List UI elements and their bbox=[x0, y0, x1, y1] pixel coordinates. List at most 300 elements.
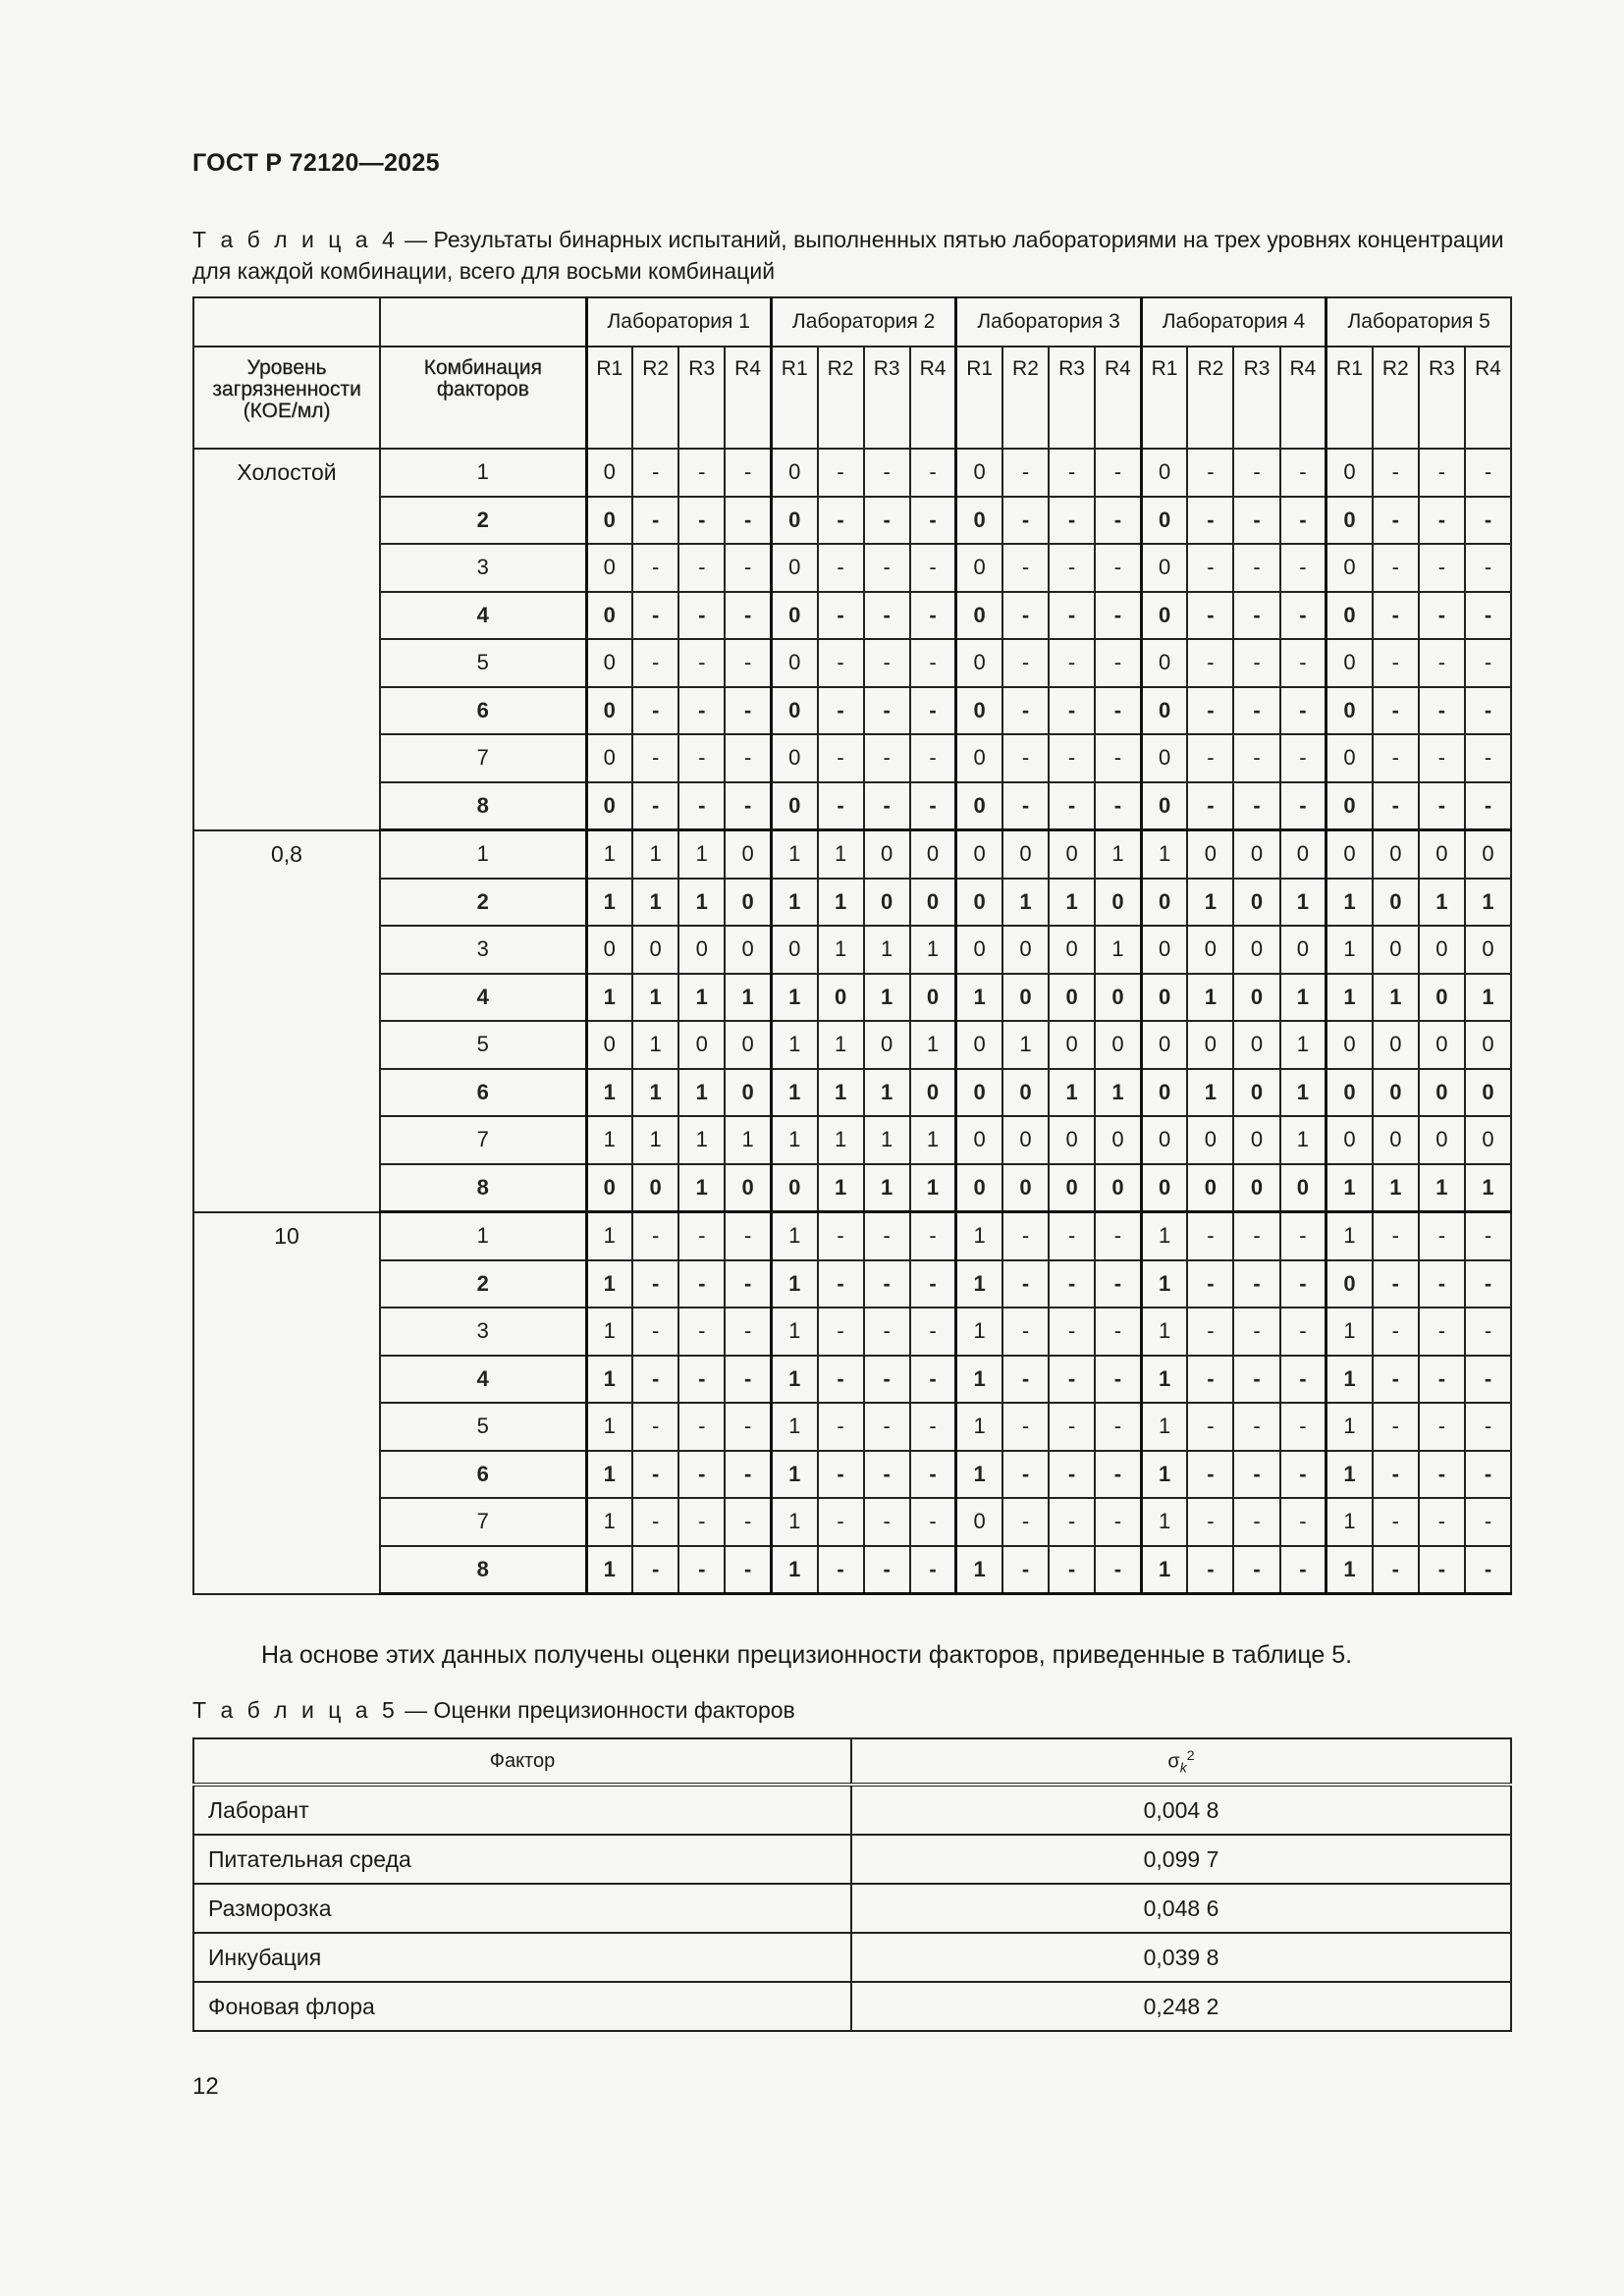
result-cell: - bbox=[632, 1546, 678, 1594]
result-cell: - bbox=[864, 687, 910, 735]
result-cell: - bbox=[818, 639, 864, 687]
result-cell: 1 bbox=[956, 1356, 1002, 1404]
result-cell: 0 bbox=[1141, 1021, 1187, 1069]
result-cell: 1 bbox=[1095, 926, 1141, 974]
result-cell: 1 bbox=[1419, 879, 1465, 927]
result-cell: 1 bbox=[586, 1356, 632, 1404]
result-cell: 1 bbox=[771, 1356, 817, 1404]
result-cell: 1 bbox=[1049, 879, 1095, 927]
result-cell: - bbox=[678, 497, 725, 545]
result-cell: 0 bbox=[1002, 974, 1049, 1022]
result-cell: 0 bbox=[864, 830, 910, 879]
result-cell: 0 bbox=[678, 1021, 725, 1069]
result-cell: 0 bbox=[1141, 1069, 1187, 1117]
replicate-header: R4 bbox=[1465, 347, 1511, 449]
result-cell: 1 bbox=[678, 879, 725, 927]
result-cell: 1 bbox=[818, 926, 864, 974]
result-cell: 1 bbox=[586, 1069, 632, 1117]
result-cell: - bbox=[864, 1212, 910, 1260]
result-cell: 0 bbox=[956, 1069, 1002, 1117]
lab-header: Лаборатория 2 bbox=[771, 297, 955, 347]
replicate-header: R4 bbox=[910, 347, 956, 449]
result-cell: 0 bbox=[1049, 926, 1095, 974]
result-cell: 0 bbox=[586, 544, 632, 592]
result-cell: 1 bbox=[771, 830, 817, 879]
factor-name-cell: Лаборант bbox=[193, 1785, 851, 1835]
result-cell: - bbox=[1002, 1212, 1049, 1260]
result-cell: - bbox=[632, 1451, 678, 1499]
result-cell: - bbox=[1049, 734, 1095, 782]
result-cell: - bbox=[818, 734, 864, 782]
combination-cell: 2 bbox=[380, 497, 586, 545]
result-cell: 0 bbox=[725, 1021, 771, 1069]
factor-value-cell: 0,248 2 bbox=[851, 1982, 1511, 2031]
result-cell: 1 bbox=[1419, 1164, 1465, 1212]
table-row bbox=[193, 1164, 1511, 1212]
result-cell: - bbox=[910, 1260, 956, 1308]
result-cell: - bbox=[1095, 1403, 1141, 1451]
result-cell: - bbox=[725, 1403, 771, 1451]
result-cell: - bbox=[678, 1260, 725, 1308]
result-cell: - bbox=[1187, 782, 1233, 830]
result-cell: - bbox=[725, 592, 771, 640]
result-cell: 0 bbox=[1187, 830, 1233, 879]
result-cell: 0 bbox=[1049, 830, 1095, 879]
table-row bbox=[193, 1546, 1511, 1594]
result-cell: - bbox=[1280, 449, 1326, 497]
result-cell: 0 bbox=[1049, 1116, 1095, 1164]
combination-cell: 5 bbox=[380, 1403, 586, 1451]
result-cell: 1 bbox=[771, 1546, 817, 1594]
result-cell: - bbox=[1419, 449, 1465, 497]
table-row bbox=[193, 1116, 1511, 1164]
result-cell: 0 bbox=[771, 592, 817, 640]
result-cell: - bbox=[1465, 592, 1511, 640]
result-cell: 0 bbox=[1326, 1116, 1373, 1164]
result-cell: - bbox=[864, 1546, 910, 1594]
result-cell: - bbox=[1465, 449, 1511, 497]
result-cell: 0 bbox=[1233, 1069, 1279, 1117]
result-cell: - bbox=[725, 449, 771, 497]
result-cell: - bbox=[1187, 734, 1233, 782]
result-cell: - bbox=[1002, 1260, 1049, 1308]
result-cell: - bbox=[1465, 497, 1511, 545]
table-row bbox=[193, 592, 1511, 640]
replicate-header: R1 bbox=[1141, 347, 1187, 449]
result-cell: 0 bbox=[725, 1069, 771, 1117]
body-paragraph: На основе этих данных получены оценки прецизионности факторов, приведенные в таблице 5. bbox=[261, 1641, 1353, 1669]
result-cell: 1 bbox=[771, 1498, 817, 1546]
combination-cell: 8 bbox=[380, 1546, 586, 1594]
result-cell: 1 bbox=[864, 926, 910, 974]
result-cell: 0 bbox=[632, 1164, 678, 1212]
result-cell: - bbox=[1280, 592, 1326, 640]
result-cell: 1 bbox=[771, 1260, 817, 1308]
result-cell: - bbox=[910, 544, 956, 592]
result-cell: 1 bbox=[632, 974, 678, 1022]
result-cell: 1 bbox=[1280, 974, 1326, 1022]
result-cell: 1 bbox=[586, 1451, 632, 1499]
result-cell: 0 bbox=[586, 592, 632, 640]
combination-cell: 8 bbox=[380, 1164, 586, 1212]
result-cell: - bbox=[678, 639, 725, 687]
result-cell: - bbox=[910, 1546, 956, 1594]
result-cell: 1 bbox=[956, 1260, 1002, 1308]
result-cell: 0 bbox=[771, 926, 817, 974]
result-cell: - bbox=[1002, 497, 1049, 545]
result-cell: 0 bbox=[1141, 782, 1187, 830]
table5-caption-prefix: Т а б л и ц а 5 bbox=[192, 1697, 399, 1723]
table4-caption bbox=[192, 224, 1508, 287]
result-cell: 1 bbox=[725, 974, 771, 1022]
result-cell: - bbox=[1095, 1212, 1141, 1260]
result-cell: - bbox=[678, 1403, 725, 1451]
result-cell: - bbox=[1002, 734, 1049, 782]
result-cell: - bbox=[1049, 544, 1095, 592]
result-cell: - bbox=[910, 1308, 956, 1356]
result-cell: 0 bbox=[1326, 734, 1373, 782]
table-row bbox=[193, 1835, 1511, 1884]
result-cell: - bbox=[1095, 734, 1141, 782]
result-cell: - bbox=[1280, 1546, 1326, 1594]
result-cell: - bbox=[1002, 592, 1049, 640]
result-cell: 0 bbox=[956, 734, 1002, 782]
result-cell: 0 bbox=[956, 592, 1002, 640]
result-cell: - bbox=[818, 592, 864, 640]
result-cell: 1 bbox=[1187, 1069, 1233, 1117]
result-cell: - bbox=[632, 497, 678, 545]
result-cell: - bbox=[678, 782, 725, 830]
table-row bbox=[193, 734, 1511, 782]
combination-cell: 6 bbox=[380, 687, 586, 735]
result-cell: - bbox=[632, 782, 678, 830]
result-cell: - bbox=[1419, 1546, 1465, 1594]
result-cell: - bbox=[1049, 1451, 1095, 1499]
result-cell: - bbox=[864, 1451, 910, 1499]
result-cell: - bbox=[1049, 592, 1095, 640]
result-cell: - bbox=[725, 1308, 771, 1356]
result-cell: 0 bbox=[956, 639, 1002, 687]
result-cell: - bbox=[678, 1212, 725, 1260]
result-cell: - bbox=[1465, 1212, 1511, 1260]
result-cell: 1 bbox=[1326, 1356, 1373, 1404]
result-cell: 0 bbox=[1373, 1116, 1419, 1164]
result-cell: - bbox=[1373, 782, 1419, 830]
result-cell: - bbox=[818, 1308, 864, 1356]
result-cell: 1 bbox=[632, 1116, 678, 1164]
result-cell: 0 bbox=[725, 879, 771, 927]
result-cell: - bbox=[818, 449, 864, 497]
result-cell: - bbox=[1187, 592, 1233, 640]
lab-header: Лаборатория 1 bbox=[586, 297, 771, 347]
result-cell: - bbox=[1419, 497, 1465, 545]
result-cell: 0 bbox=[1049, 974, 1095, 1022]
replicate-header: R2 bbox=[1187, 347, 1233, 449]
replicate-header: R3 bbox=[864, 347, 910, 449]
result-cell: 1 bbox=[771, 1451, 817, 1499]
result-cell: - bbox=[818, 1356, 864, 1404]
result-cell: 0 bbox=[1141, 544, 1187, 592]
result-cell: 0 bbox=[1233, 830, 1279, 879]
table-row bbox=[193, 1403, 1511, 1451]
result-cell: - bbox=[1187, 1498, 1233, 1546]
result-cell: - bbox=[632, 1212, 678, 1260]
result-cell: - bbox=[910, 1403, 956, 1451]
result-cell: - bbox=[1095, 1451, 1141, 1499]
result-cell: 0 bbox=[1373, 1021, 1419, 1069]
result-cell: 0 bbox=[678, 926, 725, 974]
table-row bbox=[193, 782, 1511, 830]
replicate-header: R2 bbox=[1373, 347, 1419, 449]
result-cell: - bbox=[1233, 782, 1279, 830]
result-cell: 0 bbox=[956, 1021, 1002, 1069]
replicate-header: R4 bbox=[725, 347, 771, 449]
result-cell: 1 bbox=[1141, 1356, 1187, 1404]
result-cell: - bbox=[632, 544, 678, 592]
result-cell: - bbox=[818, 1212, 864, 1260]
result-cell: - bbox=[1233, 1546, 1279, 1594]
result-cell: - bbox=[818, 544, 864, 592]
result-cell: - bbox=[818, 497, 864, 545]
result-cell: 1 bbox=[910, 926, 956, 974]
result-cell: - bbox=[678, 1546, 725, 1594]
result-cell: - bbox=[1419, 544, 1465, 592]
result-cell: - bbox=[1465, 1498, 1511, 1546]
result-cell: 1 bbox=[864, 1164, 910, 1212]
result-cell: 1 bbox=[1002, 879, 1049, 927]
combination-cell: 3 bbox=[380, 544, 586, 592]
result-cell: - bbox=[632, 449, 678, 497]
corner-cell bbox=[380, 297, 586, 347]
result-cell: 1 bbox=[586, 879, 632, 927]
result-cell: - bbox=[910, 1451, 956, 1499]
result-cell: - bbox=[864, 449, 910, 497]
result-cell: - bbox=[864, 592, 910, 640]
result-cell: 0 bbox=[1233, 1021, 1279, 1069]
result-cell: 1 bbox=[1141, 1260, 1187, 1308]
result-cell: 1 bbox=[910, 1116, 956, 1164]
result-cell: 0 bbox=[1002, 1069, 1049, 1117]
result-cell: 0 bbox=[1141, 639, 1187, 687]
result-cell: 0 bbox=[771, 497, 817, 545]
result-cell: 1 bbox=[864, 1069, 910, 1117]
result-cell: 0 bbox=[956, 544, 1002, 592]
replicate-header: R2 bbox=[1002, 347, 1049, 449]
result-cell: 0 bbox=[586, 734, 632, 782]
result-cell: - bbox=[910, 592, 956, 640]
result-cell: - bbox=[864, 497, 910, 545]
result-cell: 0 bbox=[1141, 734, 1187, 782]
result-cell: - bbox=[725, 544, 771, 592]
result-cell: 0 bbox=[956, 1164, 1002, 1212]
result-cell: - bbox=[1187, 1260, 1233, 1308]
replicate-header: R3 bbox=[1233, 347, 1279, 449]
table-row bbox=[193, 497, 1511, 545]
result-cell: - bbox=[725, 1212, 771, 1260]
factor-name-cell: Разморозка bbox=[193, 1884, 851, 1933]
result-cell: 0 bbox=[586, 639, 632, 687]
result-cell: 0 bbox=[1233, 974, 1279, 1022]
table-row bbox=[193, 1933, 1511, 1982]
result-cell: - bbox=[1419, 1403, 1465, 1451]
result-cell: 1 bbox=[1095, 830, 1141, 879]
replicate-header-row bbox=[193, 347, 1511, 449]
combination-cell: 6 bbox=[380, 1069, 586, 1117]
result-cell: 0 bbox=[1280, 926, 1326, 974]
result-cell: 0 bbox=[1002, 926, 1049, 974]
result-cell: - bbox=[818, 1498, 864, 1546]
result-cell: 1 bbox=[678, 1164, 725, 1212]
result-cell: - bbox=[1373, 1260, 1419, 1308]
table-row bbox=[193, 830, 1511, 879]
result-cell: - bbox=[1187, 497, 1233, 545]
result-cell: 1 bbox=[1373, 974, 1419, 1022]
result-cell: - bbox=[1002, 449, 1049, 497]
result-cell: 1 bbox=[771, 1021, 817, 1069]
result-cell: 1 bbox=[1141, 1451, 1187, 1499]
result-cell: - bbox=[1187, 449, 1233, 497]
table-row bbox=[193, 544, 1511, 592]
result-cell: 0 bbox=[1187, 1021, 1233, 1069]
result-cell: - bbox=[1419, 1451, 1465, 1499]
result-cell: 1 bbox=[1326, 926, 1373, 974]
result-cell: - bbox=[632, 734, 678, 782]
result-cell: 1 bbox=[818, 1069, 864, 1117]
result-cell: 0 bbox=[1095, 974, 1141, 1022]
table-row bbox=[193, 449, 1511, 497]
result-cell: - bbox=[1465, 734, 1511, 782]
result-cell: - bbox=[1095, 687, 1141, 735]
result-cell: - bbox=[1373, 639, 1419, 687]
result-cell: 1 bbox=[586, 1546, 632, 1594]
result-cell: 1 bbox=[1280, 1021, 1326, 1069]
contamination-level-cell: Холостой bbox=[193, 449, 380, 830]
result-cell: 1 bbox=[1465, 1164, 1511, 1212]
result-cell: 1 bbox=[1095, 1069, 1141, 1117]
result-cell: 1 bbox=[1141, 1546, 1187, 1594]
result-cell: 0 bbox=[1187, 1116, 1233, 1164]
result-cell: 1 bbox=[678, 830, 725, 879]
result-cell: - bbox=[910, 1212, 956, 1260]
result-cell: 0 bbox=[818, 974, 864, 1022]
result-cell: 0 bbox=[1373, 879, 1419, 927]
result-cell: 0 bbox=[1095, 1021, 1141, 1069]
result-cell: - bbox=[1095, 592, 1141, 640]
result-cell: - bbox=[1002, 1498, 1049, 1546]
result-cell: - bbox=[1465, 1546, 1511, 1594]
result-cell: 1 bbox=[632, 830, 678, 879]
result-cell: 1 bbox=[956, 1546, 1002, 1594]
result-cell: 1 bbox=[678, 974, 725, 1022]
result-cell: - bbox=[1233, 449, 1279, 497]
result-cell: 0 bbox=[956, 687, 1002, 735]
document-id: ГОСТ Р 72120—2025 bbox=[192, 149, 440, 177]
result-cell: - bbox=[1187, 1308, 1233, 1356]
table4-caption-text: — Результаты бинарных испытаний, выполненных пятью лабораториями на трех уровнях концентрации для каждой комбинации, всего для восьми комбинаций bbox=[192, 227, 1504, 284]
precision-estimates-table bbox=[192, 1737, 1512, 2032]
result-cell: - bbox=[1373, 734, 1419, 782]
result-cell: - bbox=[1373, 497, 1419, 545]
result-cell: - bbox=[864, 782, 910, 830]
table-row bbox=[193, 1069, 1511, 1117]
result-cell: - bbox=[1373, 687, 1419, 735]
result-cell: 0 bbox=[1002, 830, 1049, 879]
result-cell: - bbox=[1049, 1498, 1095, 1546]
result-cell: - bbox=[818, 1403, 864, 1451]
result-cell: - bbox=[1465, 1451, 1511, 1499]
sigma-subscript: k bbox=[1179, 1759, 1187, 1776]
result-cell: 0 bbox=[1465, 926, 1511, 974]
result-cell: - bbox=[1419, 1356, 1465, 1404]
result-cell: - bbox=[1233, 592, 1279, 640]
result-cell: 0 bbox=[956, 497, 1002, 545]
combination-cell: 3 bbox=[380, 926, 586, 974]
result-cell: - bbox=[1049, 782, 1095, 830]
result-cell: 0 bbox=[725, 1164, 771, 1212]
table-row bbox=[193, 1021, 1511, 1069]
result-cell: - bbox=[725, 1356, 771, 1404]
result-cell: - bbox=[1419, 592, 1465, 640]
replicate-header: R1 bbox=[586, 347, 632, 449]
result-cell: 0 bbox=[725, 926, 771, 974]
result-cell: - bbox=[1049, 1212, 1095, 1260]
result-cell: 1 bbox=[632, 1069, 678, 1117]
result-cell: - bbox=[1465, 639, 1511, 687]
result-cell: 0 bbox=[1373, 1069, 1419, 1117]
sigma-symbol: σ bbox=[1167, 1750, 1180, 1773]
lab-header-row bbox=[193, 297, 1511, 347]
combination-cell: 6 bbox=[380, 1451, 586, 1499]
result-cell: 1 bbox=[1326, 1403, 1373, 1451]
factor-name-cell: Инкубация bbox=[193, 1933, 851, 1982]
result-cell: - bbox=[1465, 1260, 1511, 1308]
result-cell: 1 bbox=[1465, 974, 1511, 1022]
result-cell: - bbox=[1465, 1308, 1511, 1356]
result-cell: 1 bbox=[1326, 1498, 1373, 1546]
result-cell: 0 bbox=[956, 926, 1002, 974]
result-cell: - bbox=[1373, 1498, 1419, 1546]
result-cell: - bbox=[910, 639, 956, 687]
result-cell: - bbox=[1233, 687, 1279, 735]
result-cell: 0 bbox=[956, 879, 1002, 927]
result-cell: - bbox=[1002, 687, 1049, 735]
result-cell: - bbox=[632, 1308, 678, 1356]
combination-cell: 5 bbox=[380, 639, 586, 687]
result-cell: - bbox=[1233, 1308, 1279, 1356]
result-cell: 0 bbox=[725, 830, 771, 879]
result-cell: - bbox=[632, 1356, 678, 1404]
result-cell: 0 bbox=[632, 926, 678, 974]
result-cell: - bbox=[678, 1451, 725, 1499]
result-cell: 0 bbox=[1233, 1164, 1279, 1212]
result-cell: - bbox=[1280, 1356, 1326, 1404]
result-cell: - bbox=[1187, 1356, 1233, 1404]
result-cell: 0 bbox=[1141, 592, 1187, 640]
result-cell: 0 bbox=[1049, 1164, 1095, 1212]
result-cell: 0 bbox=[1049, 1021, 1095, 1069]
result-cell: 1 bbox=[956, 974, 1002, 1022]
combination-cell: 5 bbox=[380, 1021, 586, 1069]
result-cell: - bbox=[1419, 687, 1465, 735]
combination-cell: 1 bbox=[380, 1212, 586, 1260]
result-cell: - bbox=[678, 687, 725, 735]
result-cell: - bbox=[1233, 639, 1279, 687]
result-cell: - bbox=[1280, 1498, 1326, 1546]
result-cell: - bbox=[910, 782, 956, 830]
result-cell: 0 bbox=[1326, 1021, 1373, 1069]
result-cell: - bbox=[818, 1451, 864, 1499]
result-cell: 1 bbox=[1326, 1308, 1373, 1356]
